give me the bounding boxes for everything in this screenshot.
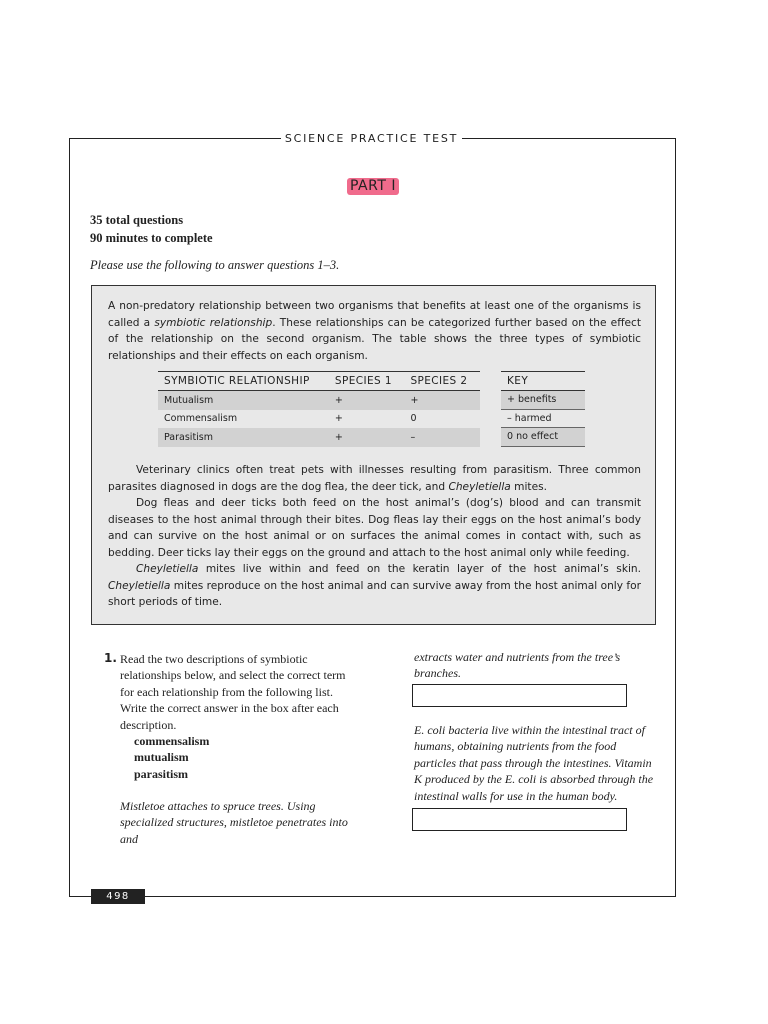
- running-header: SCIENCE PRACTICE TEST: [284, 132, 459, 145]
- question-text: Read the two descriptions of symbiotic relationships below, and select the correct term for each relationship from the following list. Write the correct answer in the box after each description.: [120, 652, 346, 732]
- paragraph: [108, 462, 641, 495]
- passage-box: [91, 285, 656, 625]
- table-cell: +: [334, 394, 343, 406]
- ecoli-name: E. coli: [414, 723, 446, 737]
- answer-box-ecoli[interactable]: [412, 808, 627, 831]
- table-cell: +: [334, 413, 343, 425]
- question-count: 35 total questions: [90, 213, 184, 227]
- paragraph-text: Veterinary clinics often treat pets with illnesses resulting from parasitism. Three common parasites diagnosed in dogs are the dog flea, the deer tick, and: [108, 464, 641, 493]
- key-header: KEY: [501, 371, 585, 391]
- part-label: PART I: [347, 178, 399, 195]
- table-header: SYMBIOTIC RELATIONSHIP: [164, 375, 310, 387]
- passage-body: [108, 462, 641, 611]
- table-row: [158, 410, 480, 429]
- table-header: SPECIES 2: [410, 375, 468, 387]
- option-item: mutualism: [134, 750, 189, 765]
- test-meta: [90, 211, 213, 247]
- header-rule-right: [462, 138, 676, 139]
- table-row: [158, 391, 480, 410]
- intro-term: symbiotic relationship: [154, 316, 273, 329]
- key-item: 0 no effect: [501, 428, 585, 447]
- ecoli-name: E. coli: [504, 772, 537, 787]
- mistletoe-description: Mistletoe attaches to spruce trees. Using specialized structures, mistletoe penetrates into and: [120, 799, 348, 846]
- species-term: Cheyletiella: [136, 563, 199, 575]
- answer-box-mistletoe[interactable]: [412, 684, 627, 707]
- table-cell: Commensalism: [164, 413, 238, 425]
- species-term: Cheyletiella: [108, 579, 171, 592]
- option-item: commensalism: [134, 734, 210, 748]
- answer-options: [134, 733, 209, 782]
- table-header: SPECIES 1: [334, 375, 392, 387]
- key-item: – harmed: [501, 410, 585, 429]
- table-cell: –: [410, 431, 416, 443]
- paragraph: [108, 561, 641, 611]
- species-term: Cheyletiella: [448, 480, 511, 493]
- table-row: [158, 428, 480, 447]
- instruction: Please use the following to answer questions 1–3.: [90, 258, 340, 272]
- table-key: [501, 371, 585, 447]
- ecoli-text: is absorbed through the intestinal walls for use in the human body.: [414, 772, 654, 803]
- table-header-row: [158, 371, 480, 391]
- option-item: parasitism: [134, 766, 188, 781]
- header-rule-left: [69, 138, 281, 139]
- table-cell: Mutualism: [164, 394, 214, 406]
- question-number: 1.: [104, 651, 117, 665]
- time-limit: 90 minutes to complete: [90, 231, 213, 245]
- symbiosis-table: [158, 371, 480, 447]
- page-number: 498: [91, 889, 145, 904]
- paragraph-text: mites reproduce on the host animal and can survive away from the host animal only for short periods of time.: [108, 579, 641, 608]
- table-cell: +: [334, 431, 343, 443]
- ecoli-description: [414, 722, 659, 804]
- paragraph: Dog fleas and deer ticks both feed on the host animal’s (dog’s) blood and can transmit diseases to the host animal through their bites. Dog fleas lay their eggs on the host animal’s body and can survive on the host animal or on surfaces the animal comes in contact with, such as bedding. Deer ticks lay their eggs on the ground and attach to the host animal only while feeding.: [108, 497, 641, 559]
- intro-text-end: . These relationships can be categorized further based on the effect of the relationship on the second organism. The table shows the three types of symbiotic relationships and their effects on each organism.: [108, 316, 641, 362]
- table-cell: +: [410, 394, 419, 406]
- ecoli-text: bacteria live within the intestinal tract of humans, obtaining nutrients from the food particles that pass through the intestines. Vitamin K produced by the: [414, 723, 652, 787]
- intro-text: A non-predatory relationship between two organisms that benefits at least one of the organisms is called a: [108, 300, 641, 329]
- key-item: + benefits: [501, 391, 585, 410]
- table-cell: 0: [410, 413, 417, 425]
- paragraph-text: mites.: [510, 480, 547, 493]
- table-cell: Parasitism: [164, 431, 214, 443]
- mistletoe-description-cont: extracts water and nutrients from the tree’s branches.: [414, 650, 621, 681]
- paragraph-text: mites live within and feed on the keratin layer of the host animal’s skin.: [198, 563, 641, 575]
- passage-intro: [108, 298, 641, 364]
